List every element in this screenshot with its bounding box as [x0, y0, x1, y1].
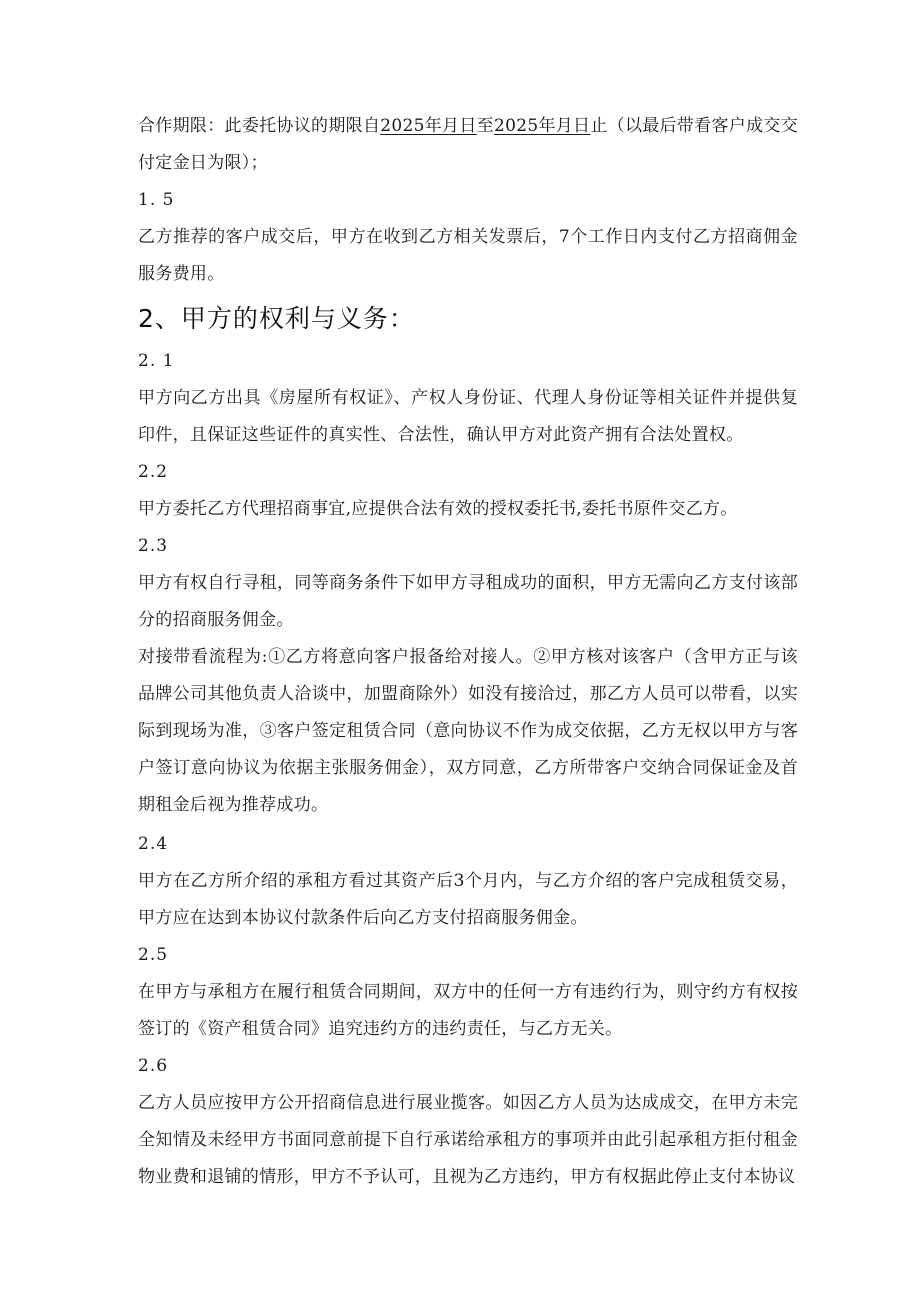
- clause-number-2-5: 2.5: [138, 945, 169, 965]
- viewing-process-text: 对接带看流程为:①乙方将意向客户报备给对接人。②甲方核对该客户（含甲方正与该品牌公司其他负责人洽谈中，加盟商除外）如没有接洽过，那乙方人员可以带看，以实际到现场为准，③客户签定租赁合同（意向协议不作为成交依据，乙方无权以甲方与客户签订意向协议为依据主张服务佣金），双方同意，乙方所带客户交纳合同保证金及首期租金后视为推荐成功。: [138, 647, 798, 815]
- term-start-date: 2025年月日: [380, 116, 477, 136]
- term-prefix: 合作期限：此委托协议的期限自: [138, 116, 381, 136]
- clause-number-2-4: 2.4: [138, 834, 169, 854]
- term-mid: 至: [476, 116, 494, 136]
- section-heading-2: 2、甲方的权利与义务：: [138, 304, 415, 333]
- document-page: [138, 108, 798, 1196]
- clause-number-2-2: 2.2: [138, 462, 169, 482]
- term-paragraph: [138, 108, 798, 182]
- clause-number-1-5: 1. 5: [138, 190, 175, 210]
- clause-number-2-1: 2. 1: [138, 351, 175, 371]
- clause-number-2-3: 2.3: [138, 536, 169, 556]
- clause-text-2-3: 甲方有权自行寻租，同等商务条件下如甲方寻租成功的面积，甲方无需向乙方支付该部分的招商服务佣金。: [138, 573, 798, 630]
- clause-text-2-6: 乙方人员应按甲方公开招商信息进行展业揽客。如因乙方人员为达成成交，在甲方未完全知情及未经甲方书面同意前提下自行承诺给承租方的事项并由此引起承租方拒付租金物业费和退铺的情形，甲方不予认可，且视为乙方违约，甲方有权据此停止支付本协议: [138, 1093, 798, 1187]
- term-end-date: 2025年月日: [493, 116, 591, 136]
- clause-text-2-4: 甲方在乙方所介绍的承租方看过其资产后3个月内，与乙方介绍的客户完成租赁交易，甲方应在达到本协议付款条件后向乙方支付招商服务佣金。: [138, 871, 798, 928]
- clause-text-2-2: 甲方委托乙方代理招商事宜,应提供合法有效的授权委托书,委托书原件交乙方。: [138, 499, 738, 519]
- clause-number-2-6: 2.6: [138, 1056, 169, 1076]
- clause-text-2-5: 在甲方与承租方在履行租赁合同期间，双方中的任何一方有违约行为，则守约方有权按签订的《资产租赁合同》追究违约方的违约责任，与乙方无关。: [138, 982, 798, 1039]
- term-suffix: 止（以最后带看客户成交交付定金日为限）；: [138, 116, 798, 173]
- clause-text-1-5: 乙方推荐的客户成交后，甲方在收到乙方相关发票后，7个工作日内支付乙方招商佣金服务费用。: [138, 227, 798, 284]
- clause-text-2-1: 甲方向乙方出具《房屋所有权证》、产权人身份证、代理人身份证等相关证件并提供复印件，且保证这些证件的真实性、合法性，确认甲方对此资产拥有合法处置权。: [138, 388, 798, 445]
